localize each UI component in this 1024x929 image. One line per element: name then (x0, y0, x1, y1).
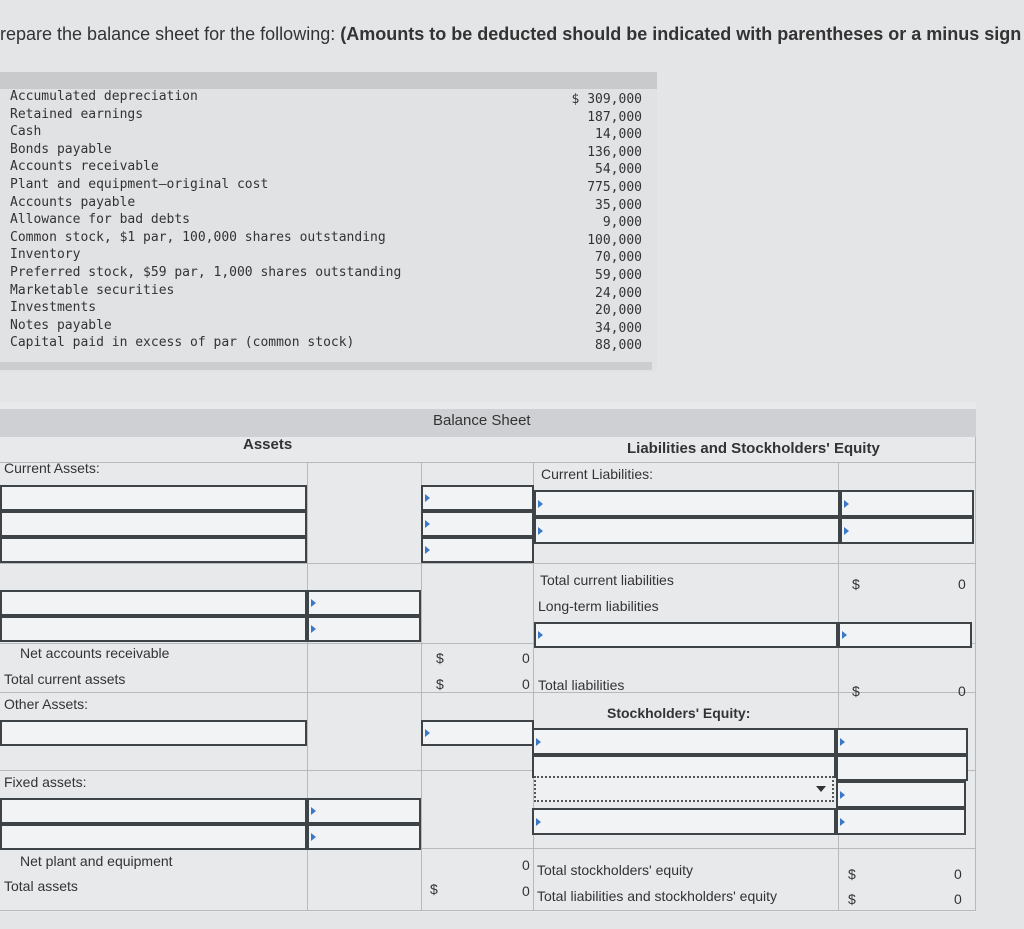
input-marker-icon (536, 818, 541, 826)
given-data-label: Bonds payable (10, 142, 112, 157)
given-data-label: Investments (10, 300, 97, 315)
asset-amount-input[interactable] (421, 537, 534, 563)
instruction-prefix: repare the balance sheet for the following: (0, 24, 341, 44)
long-term-account-input[interactable] (534, 622, 838, 648)
dollar-sign: $ (852, 683, 860, 699)
dollar-sign: $ (852, 576, 860, 592)
total-assets-label: Total assets (4, 878, 78, 894)
total-liabilities-value: 0 (958, 683, 966, 699)
input-marker-icon (311, 807, 316, 815)
given-data-label: Allowance for bad debts (10, 212, 191, 227)
liabilities-equity-header: Liabilities and Stockholders' Equity (627, 440, 880, 457)
given-data-label: Common stock, $1 par, 100,000 shares outstanding (10, 230, 386, 245)
grid-line (975, 437, 976, 910)
liability-account-input[interactable] (534, 490, 840, 517)
given-data-value: 88,000 (595, 338, 642, 353)
equity-amount-input[interactable] (836, 728, 968, 755)
input-marker-icon (844, 500, 849, 508)
given-data-label: Inventory (10, 247, 81, 262)
asset-account-input[interactable] (0, 798, 307, 824)
equity-account-input[interactable] (532, 808, 836, 835)
given-data-value: 20,000 (595, 303, 642, 318)
long-term-amount-input[interactable] (838, 622, 972, 648)
given-data-value: 59,000 (595, 268, 642, 283)
grid-line (0, 563, 976, 564)
asset-account-input[interactable] (0, 616, 307, 642)
input-marker-icon (425, 546, 430, 554)
total-stockholders-equity-value: 0 (954, 866, 962, 882)
net-accounts-receivable-value: 0 (522, 650, 530, 666)
total-liab-equity-value: 0 (954, 891, 962, 907)
balance-sheet-title: Balance Sheet (433, 412, 531, 429)
total-current-assets-label: Total current assets (4, 671, 126, 687)
total-liab-equity-label: Total liabilities and stockholders' equity (537, 888, 778, 904)
fixed-assets-label: Fixed assets: (4, 774, 87, 790)
instruction-text (0, 24, 1021, 45)
liability-amount-input[interactable] (840, 517, 974, 544)
instruction-bold: (Amounts to be deducted should be indicated with parentheses or a minus sign (340, 24, 1022, 44)
liability-amount-input[interactable] (840, 490, 974, 517)
asset-account-input[interactable] (0, 511, 307, 537)
liability-account-input[interactable] (534, 517, 840, 544)
total-current-assets-value: 0 (522, 676, 530, 692)
grid-line (0, 692, 976, 693)
given-data-value: 35,000 (595, 198, 642, 213)
equity-account-dropdown[interactable] (534, 776, 834, 802)
net-plant-equipment-label: Net plant and equipment (20, 853, 173, 869)
equity-amount-input[interactable] (836, 808, 966, 835)
given-data-label: Accounts receivable (10, 159, 159, 174)
chevron-down-icon (816, 786, 826, 792)
input-marker-icon (538, 527, 543, 535)
current-assets-label: Current Assets: (4, 460, 100, 476)
given-data-label: Cash (10, 124, 42, 139)
other-assets-label: Other Assets: (4, 696, 89, 712)
input-marker-icon (840, 791, 845, 799)
dollar-sign: $ (436, 676, 444, 692)
given-data-value: 70,000 (595, 250, 642, 265)
total-stockholders-equity-label: Total stockholders' equity (537, 862, 693, 878)
asset-amount-input[interactable] (307, 616, 421, 642)
given-data-value: 54,000 (595, 162, 642, 177)
stockholders-equity-label: Stockholders' Equity: (607, 705, 751, 721)
given-data-label: Notes payable (10, 318, 112, 333)
asset-amount-input[interactable] (307, 590, 421, 616)
given-data-label: Accounts payable (10, 195, 136, 210)
given-data-label: Preferred stock, $59 par, 1,000 shares outstanding (10, 265, 402, 280)
total-assets-value: 0 (522, 883, 530, 899)
given-data-label: Accumulated depreciation (10, 89, 198, 104)
input-marker-icon (844, 527, 849, 535)
given-data-value: 775,000 (587, 180, 642, 195)
asset-amount-input[interactable] (421, 720, 534, 746)
asset-amount-input[interactable] (421, 485, 534, 511)
given-data-value: $ 309,000 (571, 92, 642, 107)
net-accounts-receivable-label: Net accounts receivable (20, 645, 170, 661)
input-marker-icon (311, 625, 316, 633)
given-data-value: 9,000 (602, 215, 642, 230)
input-marker-icon (840, 738, 845, 746)
asset-account-input[interactable] (0, 590, 307, 616)
input-marker-icon (842, 631, 847, 639)
given-data-value: 24,000 (595, 286, 642, 301)
given-data-footer-band (0, 362, 652, 370)
dollar-sign: $ (848, 891, 856, 907)
asset-account-input[interactable] (0, 824, 307, 850)
input-marker-icon (311, 599, 316, 607)
input-marker-icon (840, 818, 845, 826)
input-marker-icon (311, 833, 316, 841)
given-data-value: 34,000 (595, 321, 642, 336)
total-current-liabilities-value: 0 (958, 576, 966, 592)
given-data-label: Marketable securities (10, 283, 175, 298)
equity-account-input[interactable] (532, 728, 836, 755)
equity-amount-input[interactable] (836, 755, 968, 781)
current-liabilities-label: Current Liabilities: (541, 466, 654, 482)
given-data-label: Plant and equipment—original cost (10, 177, 269, 192)
asset-amount-input[interactable] (307, 824, 421, 850)
grid-line (0, 910, 976, 911)
input-marker-icon (538, 500, 543, 508)
input-marker-icon (425, 494, 430, 502)
asset-account-input[interactable] (0, 720, 307, 746)
given-data-label: Capital paid in excess of par (common stock) (10, 335, 355, 350)
dollar-sign: $ (430, 881, 438, 897)
total-liabilities-label: Total liabilities (538, 677, 625, 693)
assets-header: Assets (243, 436, 293, 453)
input-marker-icon (425, 729, 430, 737)
net-plant-equipment-value: 0 (522, 857, 530, 873)
given-data-header-band (0, 72, 657, 89)
given-data-value: 100,000 (587, 233, 642, 248)
input-marker-icon (425, 520, 430, 528)
dollar-sign: $ (436, 650, 444, 666)
input-marker-icon (536, 738, 541, 746)
asset-account-input[interactable] (0, 485, 307, 511)
equity-account-input[interactable] (532, 755, 836, 778)
long-term-liabilities-label: Long-term liabilities (538, 598, 659, 614)
dollar-sign: $ (848, 866, 856, 882)
given-data-value: 14,000 (595, 127, 642, 142)
given-data-value: 187,000 (587, 110, 642, 125)
asset-amount-input[interactable] (307, 798, 421, 824)
grid-line (0, 462, 976, 463)
total-current-liabilities-label: Total current liabilities (540, 572, 674, 588)
equity-amount-input[interactable] (836, 781, 966, 808)
asset-amount-input[interactable] (421, 511, 534, 537)
given-data-value: 136,000 (587, 145, 642, 160)
given-data-label: Retained earnings (10, 107, 144, 122)
asset-account-input[interactable] (0, 537, 307, 563)
input-marker-icon (538, 631, 543, 639)
